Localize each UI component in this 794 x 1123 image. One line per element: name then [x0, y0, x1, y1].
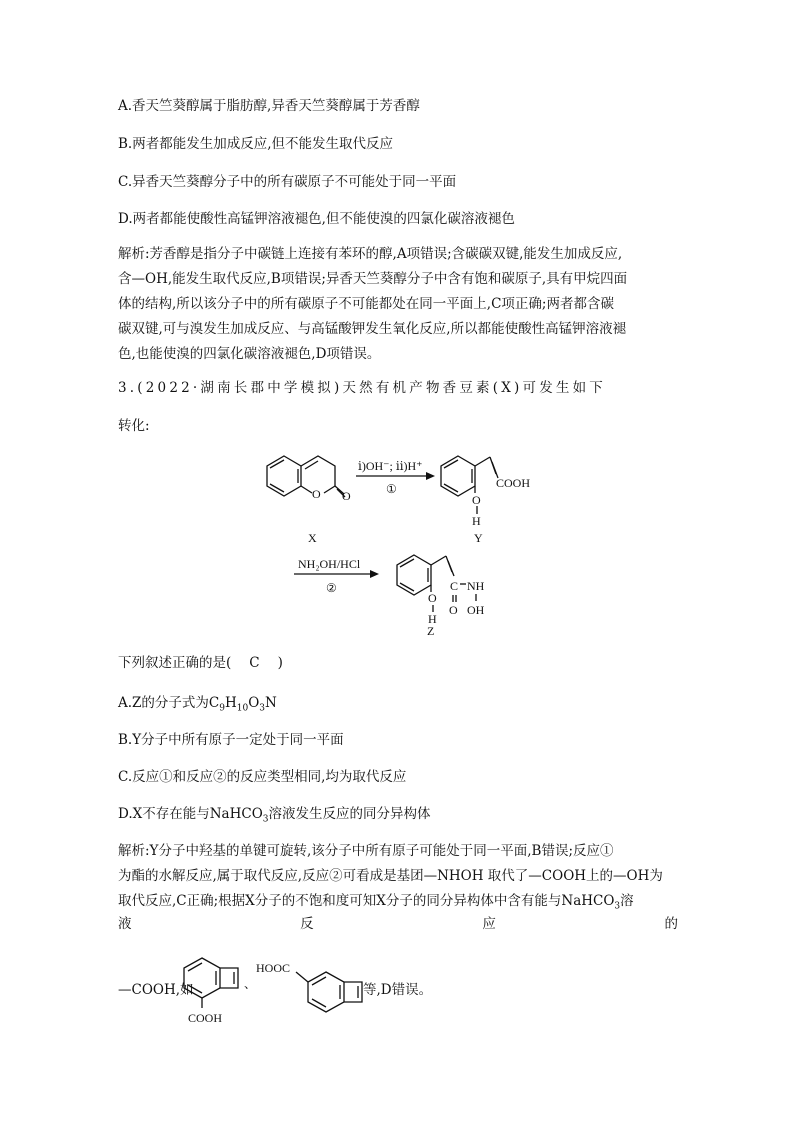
analysis-end: 等,D错误。	[363, 982, 433, 998]
option-d	[118, 802, 431, 833]
atom-o-amide: O	[449, 603, 458, 617]
analysis-cooh-start: —COOH,如	[118, 982, 194, 998]
atom-h-z: H	[428, 612, 437, 626]
arrow2-number: ②	[326, 581, 337, 595]
word: 反	[300, 916, 314, 932]
label-x: X	[308, 531, 317, 545]
option-b: B.Y分子中所有原子一定处于同一平面	[118, 732, 344, 748]
option-a-prev: A.香天竺葵醇属于脂肪醇,异香天竺葵醇属于芳香醇	[118, 98, 420, 114]
option-d-text: D.X不存在能与NaHCO	[118, 806, 263, 822]
atom-o-carbonyl: O	[342, 489, 351, 503]
label-z: Z	[427, 624, 435, 638]
question3-stem-line2: 转化:	[118, 418, 150, 434]
ask-text: 下列叙述正确的是(	[118, 655, 232, 671]
group-cooh: COOH	[496, 476, 531, 490]
atom-o-phenol: O	[472, 493, 481, 507]
option-c: C.反应①和反应②的反应类型相同,均为取代反应	[118, 769, 407, 785]
word: 的	[664, 916, 678, 932]
element-o: O	[248, 695, 260, 711]
arrow2-reagent: NH₂OH/HCl	[298, 557, 361, 571]
subscript: 3	[262, 814, 269, 825]
analysis-prev-line: 碳双键,可与溴发生加成反应、与高锰酸钾发生氧化反应,所以都能使酸性高锰钾溶液褪	[118, 321, 627, 337]
analysis-prev-line: 色,也能使溴的四氯化碳溶液褪色,D项错误。	[118, 346, 381, 362]
atom-o-ring: O	[312, 487, 321, 501]
label-y: Y	[474, 531, 483, 545]
option-d-prev: D.两者都能使酸性高锰钾溶液褪色,但不能使溴的四氯化碳溶液褪色	[118, 211, 515, 227]
atom-o-z: O	[428, 591, 437, 605]
analysis-prev	[118, 242, 678, 367]
group-c: C	[450, 579, 459, 593]
word: 液	[118, 916, 132, 932]
arrow1-condition: ⅰ)OH⁻; ⅱ)H⁺	[358, 459, 423, 473]
subscript: 9	[219, 703, 225, 714]
subscript: 10	[236, 703, 249, 714]
analysis-justified-line	[118, 912, 678, 937]
option-a-text: A.Z的分子式为C	[118, 695, 220, 711]
option-d-text-end: 溶液发生反应的同分异构体	[268, 806, 431, 822]
analysis-text: 溶	[620, 893, 634, 909]
word: 应	[482, 916, 496, 932]
analysis-prev-line: 含—OH,能发生取代反应,B项错误;异香天竺葵醇分子中含有饱和碳原子,具有甲烷四面	[118, 271, 628, 287]
reaction-scheme	[250, 450, 550, 640]
cooh-label: COOH	[188, 1011, 223, 1025]
arrow1-number: ①	[386, 482, 397, 496]
ask-close: )	[277, 655, 283, 671]
question3-ask	[118, 651, 283, 676]
subscript: 3	[259, 703, 266, 714]
question3-stem-line1: 3.(2022·湖南长郡中学模拟)天然有机产物香豆素(X)可发生如下	[118, 380, 607, 396]
element-n: N	[265, 695, 277, 711]
hooc-label: HOOC	[256, 961, 291, 975]
element-h: H	[224, 695, 237, 711]
subscript: 3	[614, 901, 621, 912]
analysis-text: 取代反应,C正确;根据X分子的不饱和度可知X分子的同分异构体中含有能与NaHCO	[118, 893, 615, 909]
analysis-prev-line: 体的结构,所以该分子中的所有碳原子不可能都处在同一平面上,C项正确;两者都含碳	[118, 296, 614, 312]
answer: C	[249, 655, 260, 671]
group-oh: OH	[467, 603, 485, 617]
option-c-prev: C.异香天竺葵醇分子中的所有碳原子不可能处于同一平面	[118, 174, 457, 190]
option-a	[118, 691, 277, 722]
group-nh: NH	[467, 579, 485, 593]
analysis-prev-line: 解析:芳香醇是指分子中碳链上连接有苯环的醇,A项错误;含碳碳双键,能发生加成反应,	[118, 246, 623, 262]
analysis-line: 解析:Y分子中羟基的单键可旋转,该分子中所有原子可能处于同一平面,B错误;反应①	[118, 843, 614, 859]
atom-h-phenol: H	[472, 514, 481, 528]
separator: 、	[244, 977, 257, 991]
option-b-prev: B.两者都能发生加成反应,但不能发生取代反应	[118, 136, 394, 152]
analysis-line: 为酯的水解反应,属于取代反应,反应②可看成是基团—NHOH 取代了—COOH上的—OH为	[118, 868, 663, 884]
